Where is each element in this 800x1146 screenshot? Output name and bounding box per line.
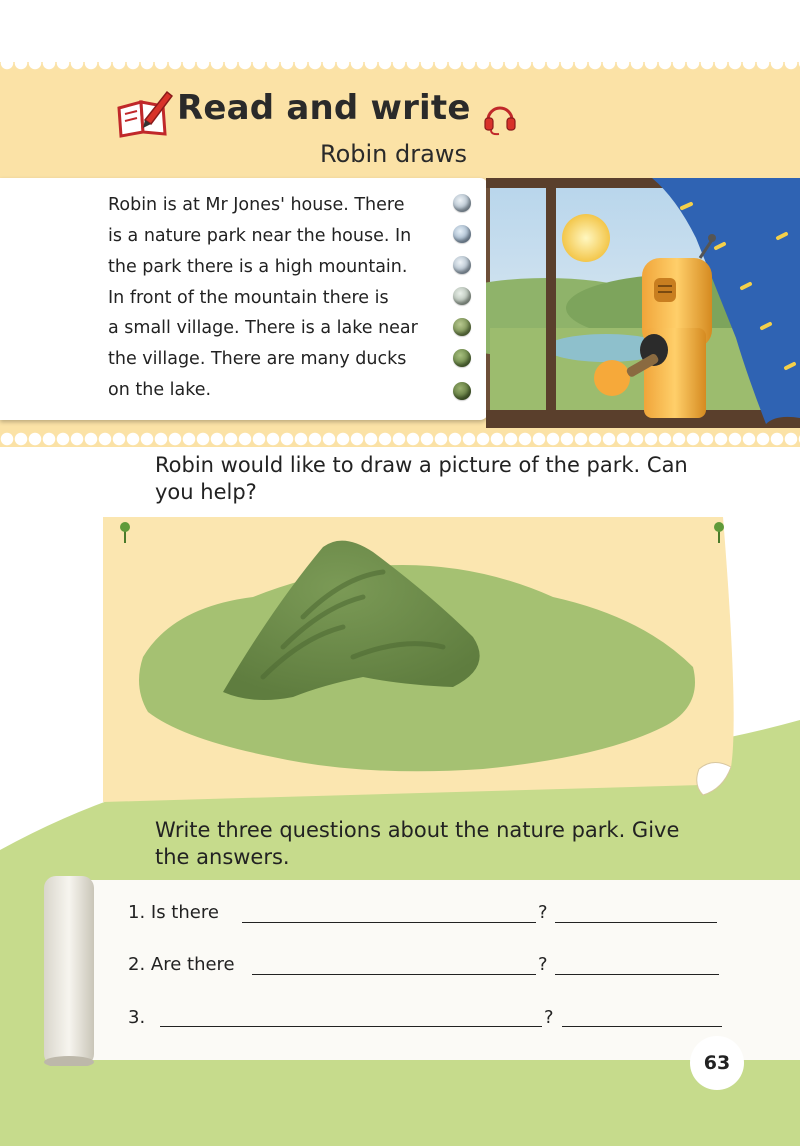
- question-1-blank[interactable]: [242, 922, 536, 923]
- binder-ring: [453, 349, 471, 367]
- headphones-icon[interactable]: [483, 100, 517, 136]
- binder-ring: [453, 382, 471, 400]
- window-robot-illustration: [486, 178, 800, 428]
- story-line: In front of the mountain there is: [108, 288, 389, 308]
- story-line: a small village. There is a lake near: [108, 318, 418, 338]
- question-mark: ?: [538, 954, 548, 975]
- banner-scallop-bottom: [0, 432, 800, 446]
- question-1-label: 1. Is there: [128, 902, 219, 923]
- binder-ring: [453, 225, 471, 243]
- story-line: the village. There are many ducks: [108, 349, 407, 369]
- question-2-label: 2. Are there: [128, 954, 235, 975]
- answer-1-blank[interactable]: [555, 922, 717, 923]
- story-line: is a nature park near the house. In: [108, 226, 412, 246]
- drawing-area[interactable]: [103, 517, 739, 802]
- binder-ring: [453, 318, 471, 336]
- question-2-blank[interactable]: [252, 974, 536, 975]
- section-header: [115, 82, 575, 144]
- question-mark: ?: [544, 1007, 554, 1028]
- answer-2-blank[interactable]: [555, 974, 719, 975]
- story-line: Robin is at Mr Jones' house. There: [108, 195, 405, 215]
- binder-ring: [453, 194, 471, 212]
- banner-scallop-top: [0, 56, 800, 70]
- story-line: the park there is a high mountain.: [108, 257, 408, 277]
- page-subtitle: Robin draws: [320, 140, 467, 168]
- task1-instruction-line2: you help?: [155, 480, 257, 504]
- book-pencil-icon: [115, 88, 173, 138]
- binder-ring: [453, 256, 471, 274]
- story-line: on the lake.: [108, 380, 212, 400]
- answer-3-blank[interactable]: [562, 1026, 722, 1027]
- binder-ring: [453, 287, 471, 305]
- task2-instruction-line2: the answers.: [155, 845, 290, 869]
- question-3-label: 3.: [128, 1007, 146, 1028]
- page-number: 63: [690, 1036, 744, 1090]
- question-mark: ?: [538, 902, 548, 923]
- page-title: Read and write: [177, 88, 471, 128]
- question-3-blank[interactable]: [160, 1026, 542, 1027]
- task1-instruction-line1: Robin would like to draw a picture of the park. Can: [155, 453, 688, 477]
- task2-instruction-line1: Write three questions about the nature park. Give: [155, 818, 680, 842]
